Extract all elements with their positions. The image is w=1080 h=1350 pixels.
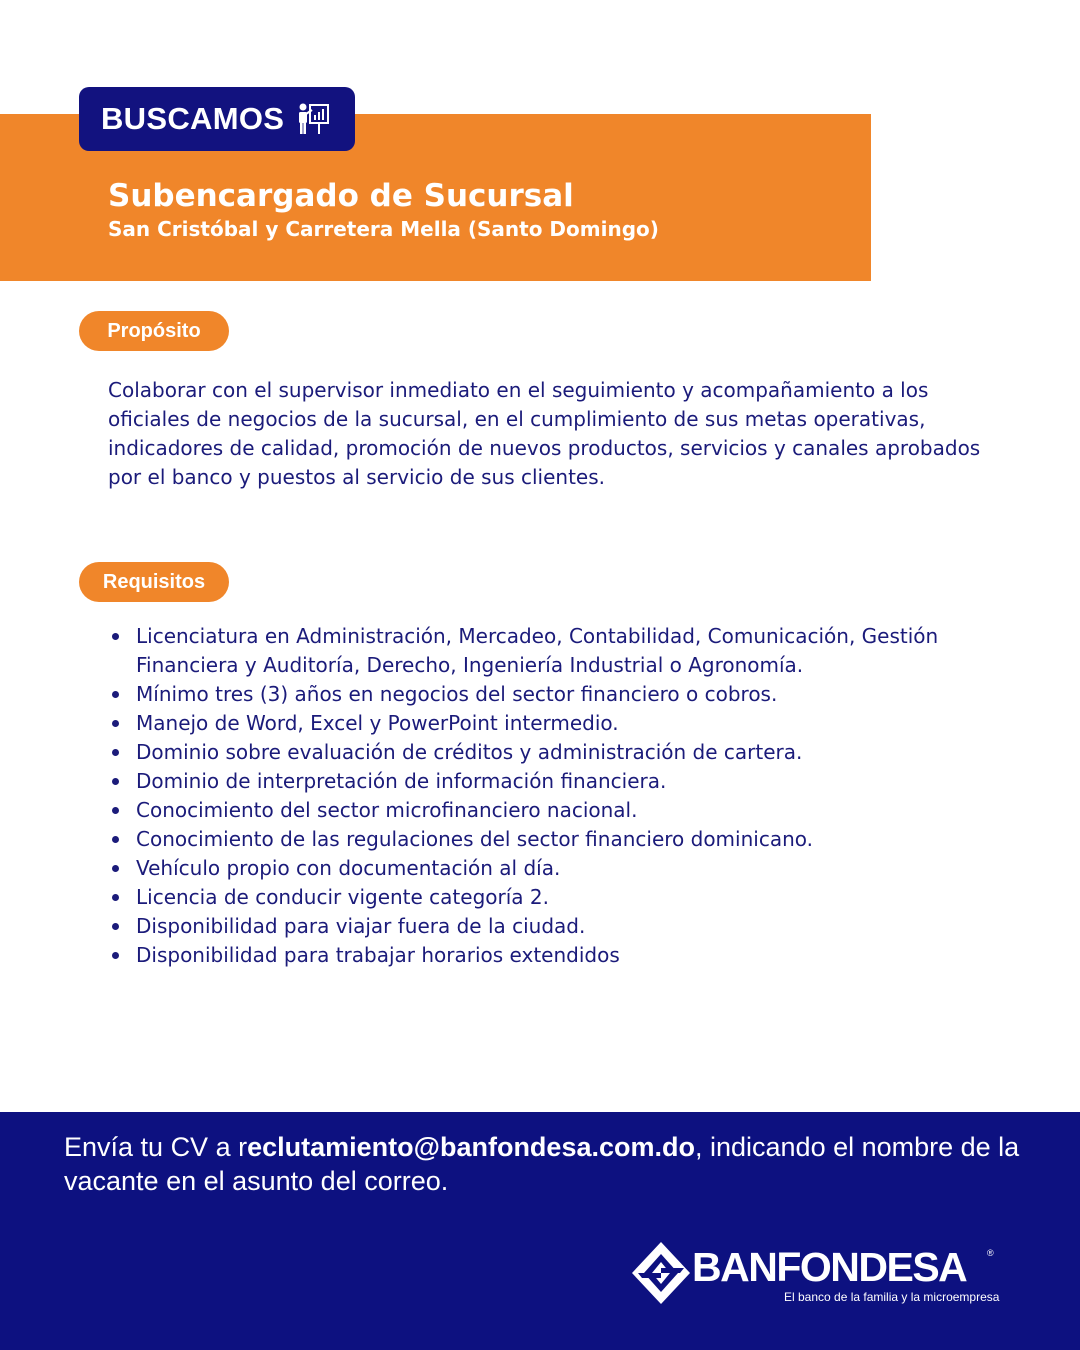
list-item: Disponibilidad para trabajar horarios extendidos	[108, 941, 988, 970]
presenter-board-icon	[296, 102, 330, 136]
logo-wordmark: BANFONDESA	[692, 1244, 967, 1290]
email-link[interactable]: eclutamiento@banfondesa.com.do	[247, 1132, 695, 1162]
bullet-icon	[112, 749, 119, 756]
bullet-icon	[112, 836, 119, 843]
banfondesa-logo	[630, 1236, 1010, 1310]
bullet-icon	[112, 633, 119, 640]
registered-mark: ®	[987, 1248, 994, 1258]
bullet-icon	[112, 923, 119, 930]
list-item: Dominio de interpretación de información financiera.	[108, 767, 988, 796]
logo-diamond-icon	[630, 1240, 692, 1310]
logo-tagline: El banco de la familia y la microempresa	[784, 1290, 1000, 1304]
buscamos-badge	[79, 87, 355, 151]
purpose-pill: Propósito	[79, 311, 229, 351]
bullet-icon	[112, 894, 119, 901]
list-item: Conocimiento de las regulaciones del sector financiero dominicano.	[108, 825, 988, 854]
list-item: Manejo de Word, Excel y PowerPoint intermedio.	[108, 709, 988, 738]
job-title: Subencargado de Sucursal	[108, 178, 574, 214]
bullet-icon	[112, 865, 119, 872]
bullet-icon	[112, 807, 119, 814]
bullet-icon	[112, 691, 119, 698]
purpose-text: Colaborar con el supervisor inmediato en el seguimiento y acompañamiento a los oficiales de negocios de la sucursal, en el cumplimiento de sus metas operativas, indicadores de calidad, promoción de nuevos productos, servicios y canales aprobados por el banco y puestos al servicio de sus clientes.	[108, 378, 981, 489]
job-location: San Cristóbal y Carretera Mella (Santo Domingo)	[108, 217, 659, 241]
list-item: Mínimo tres (3) años en negocios del sector financiero o cobros.	[108, 680, 988, 709]
buscamos-label: BUSCAMOS	[101, 101, 285, 136]
requirements-pill: Requisitos	[79, 562, 229, 602]
requirements-list	[108, 622, 988, 970]
list-item: Disponibilidad para viajar fuera de la ciudad.	[108, 912, 988, 941]
bullet-icon	[112, 778, 119, 785]
bullet-icon	[112, 720, 119, 727]
cta-text: Envía tu CV a reclutamiento@banfondesa.com.do, indicando el nombre de la vacante en el asunto del correo.	[64, 1132, 1020, 1196]
list-item: Licenciatura en Administración, Mercadeo, Contabilidad, Comunicación, Gestión Financiera y Auditoría, Derecho, Ingeniería Industrial o Agronomía.	[108, 622, 988, 680]
bullet-icon	[112, 952, 119, 959]
list-item: Dominio sobre evaluación de créditos y administración de cartera.	[108, 738, 988, 767]
list-item: Licencia de conducir vigente categoría 2.	[108, 883, 988, 912]
list-item: Conocimiento del sector microfinanciero nacional.	[108, 796, 988, 825]
list-item: Vehículo propio con documentación al día.	[108, 854, 988, 883]
